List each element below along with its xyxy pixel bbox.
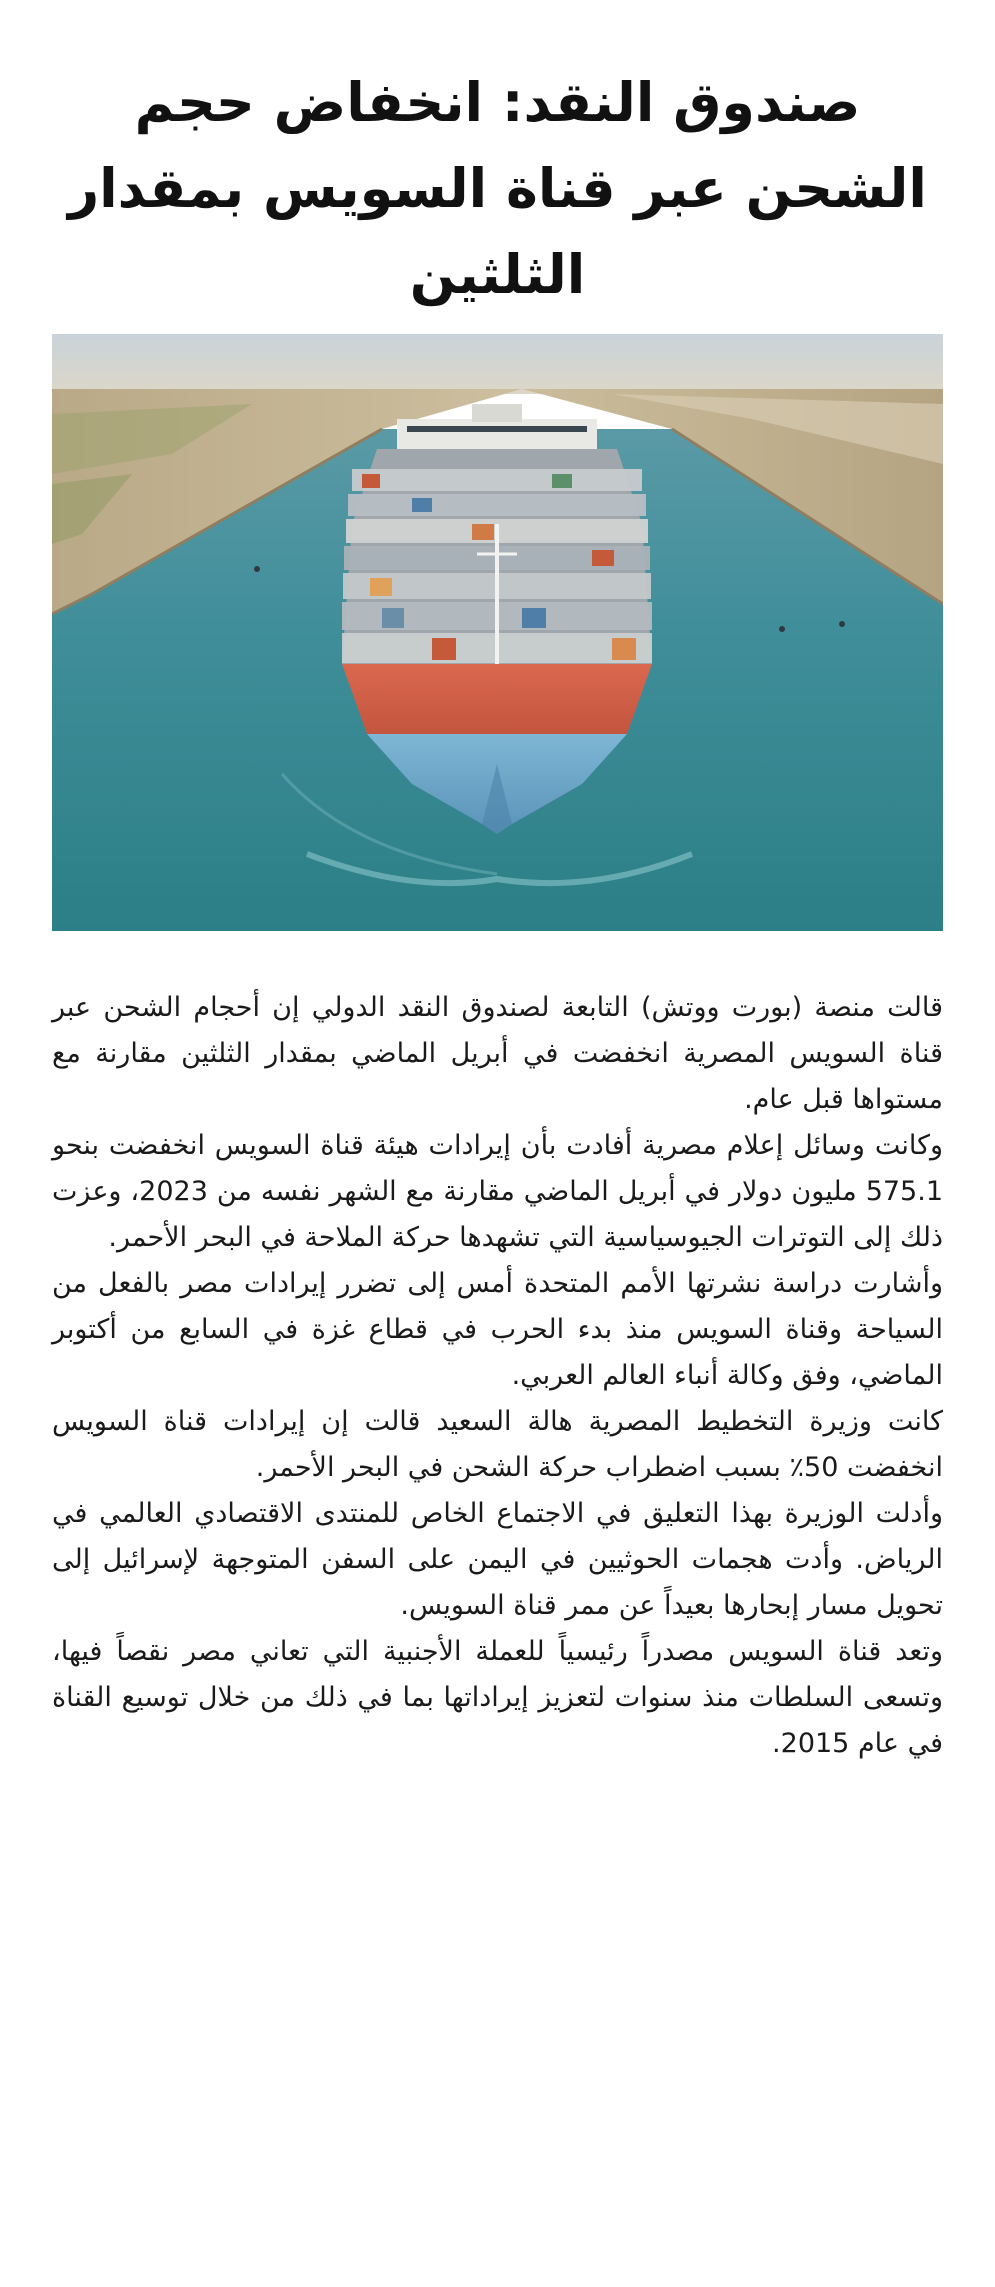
article-paragraph-5: وأدلت الوزيرة بهذا التعليق في الاجتماع الخاص للمنتدى الاقتصادي العالمي في الرياض. وأدت هجمات الحوثيين في اليمن على السفن المتوجهة لإسرائيل إلى تحويل مسار إبحارها بعيداً عن ممر قناة السويس. xyxy=(52,1498,943,1621)
article-paragraph-2: وكانت وسائل إعلام مصرية أفادت بأن إيرادات هيئة قناة السويس انخفضت بنحو 575.1 مليون دولار في أبريل الماضي مقارنة مع الشهر نفسه من 2023، وعزت ذلك إلى التوترات الجيوسياسية التي تشهدها حركة الملاحة في البحر الأحمر. xyxy=(52,1130,943,1253)
article-paragraph-6: وتعد قناة السويس مصدراً رئيسياً للعملة الأجنبية التي تعاني مصر نقصاً فيها، وتسعى السلطات منذ سنوات لتعزيز إيراداتها بما في ذلك من خلال توسيع القناة في عام 2015. xyxy=(52,1636,943,1759)
article-body xyxy=(52,985,943,1767)
article-paragraph-4: كانت وزيرة التخطيط المصرية هالة السعيد قالت إن إيرادات قناة السويس انخفضت 50٪ بسبب اضطراب حركة الشحن في البحر الأحمر. xyxy=(52,1406,943,1483)
article-headline: صندوق النقد: انخفاض حجم الشحن عبر قناة السويس بمقدار الثلثين xyxy=(68,71,927,306)
container-ship-photo xyxy=(52,334,943,931)
article-paragraph-3: وأشارت دراسة نشرتها الأمم المتحدة أمس إلى تضرر إيرادات مصر بالفعل من السياحة وقناة السويس منذ بدء الحرب في قطاع غزة في السابع من أكتوبر الماضي، وفق وكالة أنباء العالم العربي. xyxy=(52,1268,943,1391)
article-paragraph-1: قالت منصة (بورت ووتش) التابعة لصندوق النقد الدولي إن أحجام الشحن عبر قناة السويس المصرية انخفضت في أبريل الماضي بمقدار الثلثين مقارنة مع مستواها قبل عام. xyxy=(52,992,943,1115)
